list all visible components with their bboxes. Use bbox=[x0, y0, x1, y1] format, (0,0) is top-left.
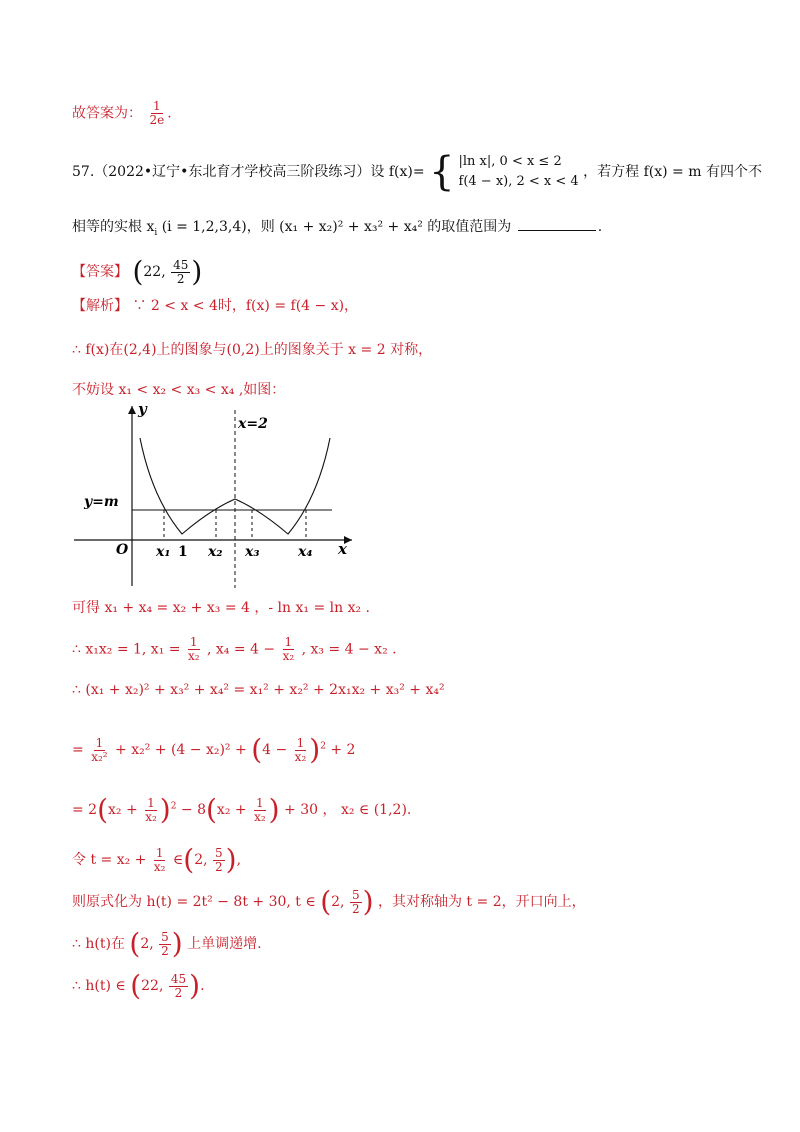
symmetry-line: ∴ f(x)在(2,4)上的图象与(0,2)上的图象关于 x = 2 对称， bbox=[72, 342, 433, 358]
tick-1: 1 bbox=[178, 544, 188, 560]
answer-blank bbox=[518, 216, 596, 231]
tick-x3: x₃ bbox=[245, 544, 260, 560]
line-label: y=m bbox=[84, 494, 119, 510]
vline-label: x=2 bbox=[238, 416, 268, 432]
answer-line: 【答案】 (22, $\frac{45}{2}$ ) bbox=[72, 255, 203, 288]
assume-line: 不妨设 x₁ < x₂ < x₃ < x₄ ,如图： bbox=[72, 382, 286, 398]
origin-label: O bbox=[116, 542, 129, 558]
fraction: $\frac{1}{2e}$ bbox=[149, 99, 165, 127]
derive-line-2: ∴ x₁x₂ = 1, x₁ = $\frac{1}{\text{x₂}}$ , x₄ = 4 − $\frac{1}{\text{x₂}}$ , x₃ = 4 − x₂ . bbox=[72, 635, 397, 663]
piecewise: { |ln x|, 0 < x ≤ 2 f(4 − x), 2 < x < 4 bbox=[429, 149, 579, 195]
derive-line-1: 可得 x₁ + x₄ = x₂ + x₃ = 4 ，- ln x₁ = ln x₂ . bbox=[72, 600, 370, 616]
tick-x1: x₁ bbox=[156, 544, 171, 560]
answer-line-prev: 故答案为： $\frac{1}{2e}$ . bbox=[72, 99, 172, 127]
x-axis-label: x bbox=[338, 540, 347, 558]
y-axis-label: y bbox=[138, 400, 147, 418]
derive-line-5: = 2(x₂ + $\frac{1}{\text{x₂}}$ )$^2$ − 8(x₂ + $\frac{1}{\text{x₂}}$ ) + 30 ， x₂ ∈ (1,2). bbox=[72, 793, 412, 826]
tick-x4: x₄ bbox=[298, 544, 313, 560]
question-line-2: 相等的实根 $x_i$ (i = 1,2,3,4)，则 (x₁ + x₂)² + x₃² + x₄² 的取值范围为 . bbox=[72, 216, 602, 243]
derive-line-8: ∴ h(t)在 (2, $\frac{5}{2}$ ) 上单调递增. bbox=[72, 927, 262, 960]
derive-line-4: = $\frac{1}{\text{x₂²}}$ + x₂² + (4 − x₂)² + (4 − $\frac{1}{\text{x₂}}$ )$^2$ + 2 bbox=[72, 733, 356, 766]
derive-line-7: 则原式化为 h(t) = 2t² − 8t + 30, t ∈ (2, $\frac{5}{2}$ ) ，其对称轴为 t = 2，开口向上， bbox=[72, 885, 586, 918]
analysis-line: 【解析】 ∵ 2 < x < 4时，f(x) = f(4 − x)， bbox=[72, 298, 359, 314]
derive-line-6: 令 t = x₂ + $\frac{1}{\text{x₂}}$ ∈(2, $\frac{5}{2}$ ), bbox=[72, 843, 242, 876]
derive-line-9: ∴ h(t) ∈ (22, $\frac{45}{2}$ ). bbox=[72, 969, 205, 1002]
question-line-1: 57.（2022•辽宁•东北育才学校高三阶段练习）设 f(x)= { |ln x|, 0 < x ≤ 2 f(4 − x), 2 < x < 4 ，若方程 f(x) = m 有四个不 bbox=[72, 149, 762, 195]
tick-x2: x₂ bbox=[208, 544, 223, 560]
function-graph bbox=[70, 398, 360, 590]
derive-line-3: ∴ (x₁ + x₂)² + x₃² + x₄² = x₁² + x₂² + 2x₁x₂ + x₃² + x₄² bbox=[72, 682, 445, 698]
